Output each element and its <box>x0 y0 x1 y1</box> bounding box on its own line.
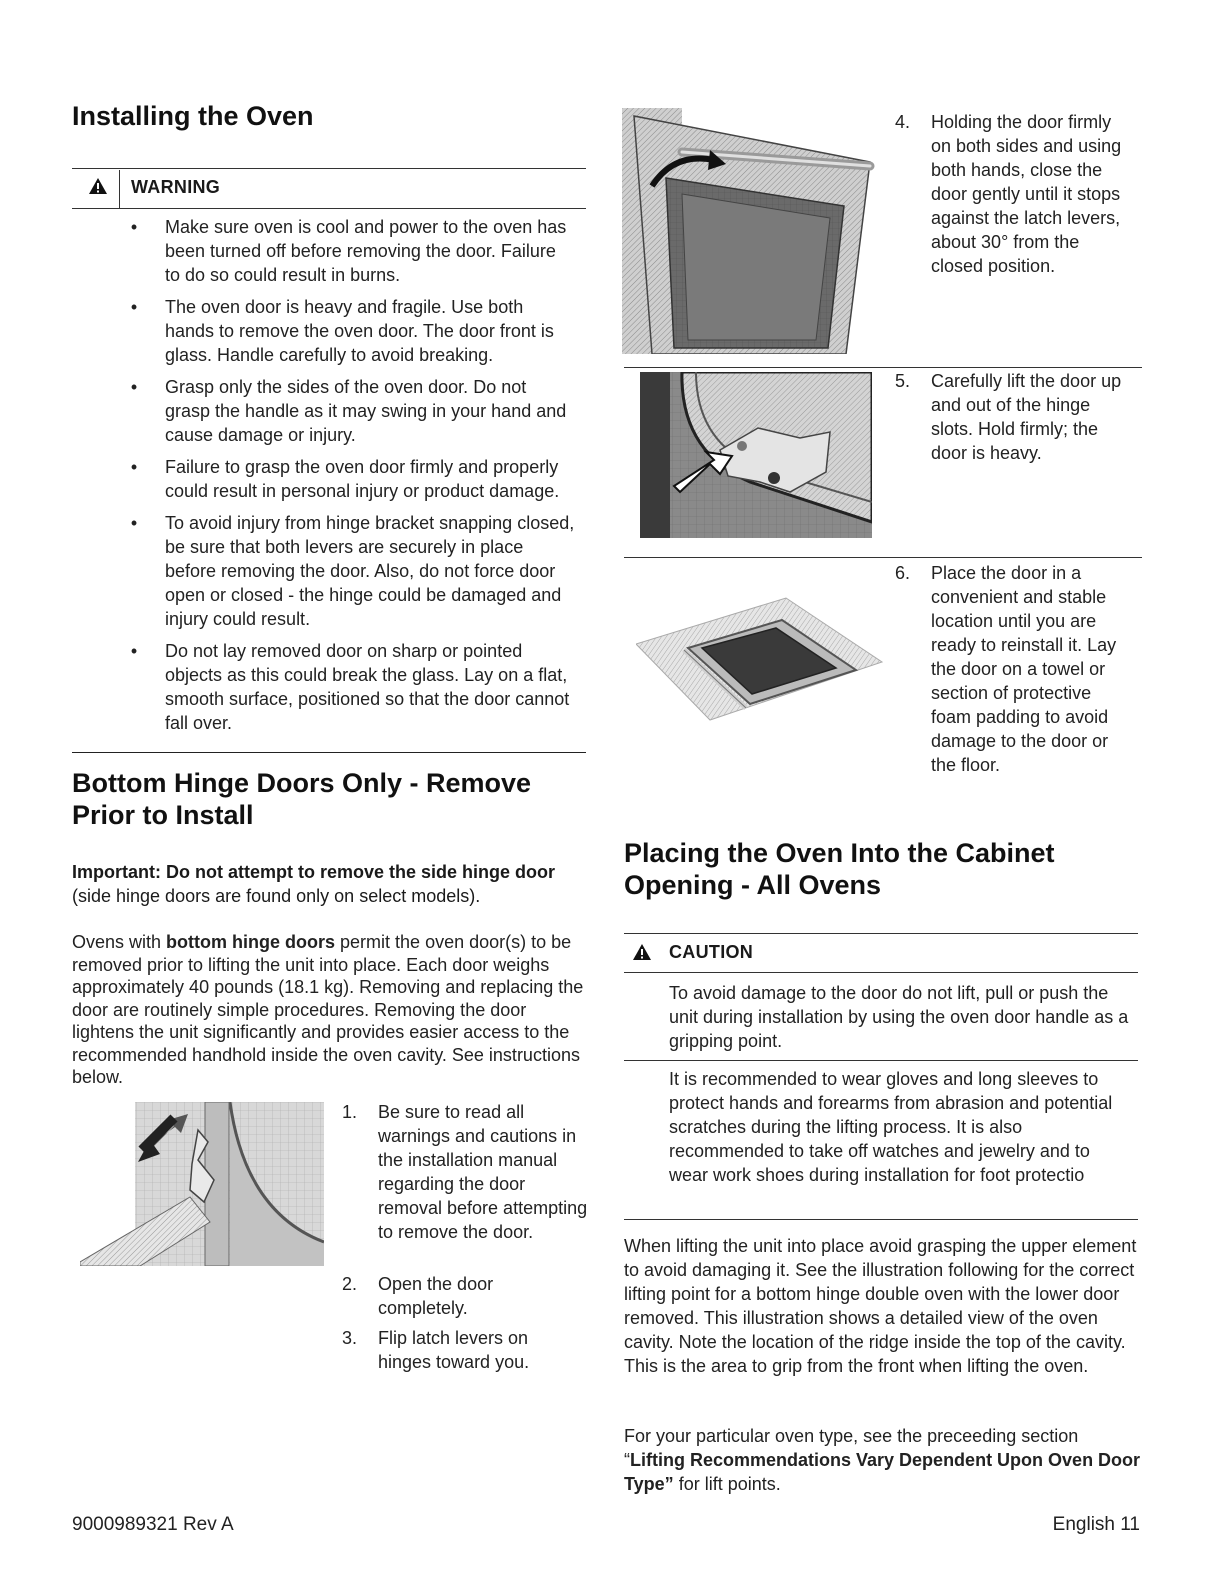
door-closing-illustration <box>622 108 876 354</box>
caution-triangle-icon <box>632 943 652 961</box>
warning-label-divider <box>119 170 120 208</box>
caution-label-rule <box>624 972 1138 973</box>
warning-bottom-rule <box>72 752 586 753</box>
warning-item: • The oven door is heavy and fragile. Use both hands to remove the oven door. The door front is glass. Handle carefully to avoid breaking. <box>130 297 554 365</box>
step-5-divider <box>624 557 1142 558</box>
page-number: English 11 <box>1052 1514 1140 1535</box>
warning-item: • Failure to grasp the oven door firmly and properly could result in personal injury or product damage. <box>130 457 560 501</box>
warning-list <box>130 215 575 743</box>
warning-label-rule <box>72 208 586 209</box>
caution-label: CAUTION <box>669 942 754 962</box>
warning-top-rule <box>72 168 586 169</box>
warning-item: • Make sure oven is cool and power to the oven has been turned off before removing the door. Failure to do so could result in burns. <box>130 217 567 285</box>
warning-label: WARNING <box>131 177 221 197</box>
hinge-latch-illustration <box>80 1102 324 1266</box>
warning-item: • To avoid injury from hinge bracket snapping closed, be sure that both levers are securely in place before removing the door. Also, do not force door open or closed - the hinge could be damaged and injury could result. <box>130 513 575 629</box>
section-title-bottom-hinge: Bottom Hinge Doors Only - Remove Prior to Install <box>72 768 532 830</box>
bottom-hinge-paragraph: Ovens with bottom hinge doors permit the oven door(s) to be removed prior to lifting the unit into place. Each door weighs approximately 40 pounds (18.1 kg). Removing and replacing the door are routinely simple procedures. Removing the door lightens the unit significantly and provides easier access to the recommended handhold inside the oven cavity. See instructions below. <box>72 932 584 1087</box>
caution-item-divider <box>624 1060 1138 1061</box>
caution-item: It is recommended to wear gloves and long sleeves to protect hands and forearms from abrasion and potential scratches during the lifting process. It is also recommended to take off watches and jewelry and to wear work shoes during installation for foot protectio <box>669 1069 1113 1185</box>
lifting-paragraph: When lifting the unit into place avoid grasping the upper element to avoid damaging it. See the illustration following for the correct lifting point for a bottom hinge double oven with the lower door removed. This illustration shows a detailed view of the oven cavity. Note the location of the ridge inside the top of the cavity. This is the area to grip from the front when lifting the oven. <box>624 1236 1137 1376</box>
step-4-divider <box>624 367 1142 368</box>
document-number: 9000989321 Rev A <box>72 1514 234 1535</box>
caution-item: To avoid damage to the door do not lift, pull or push the unit during installation by using the oven door handle as a gripping point. <box>669 983 1129 1051</box>
lift-points-paragraph: For your particular oven type, see the preceeding section “Lifting Recommendations Vary Dependent Upon Oven Door Type” for lift points. <box>624 1426 1141 1494</box>
caution-bottom-rule <box>624 1219 1138 1220</box>
page-title: Installing the Oven <box>72 101 314 131</box>
warning-item: • Grasp only the sides of the oven door. Do not grasp the handle as it may swing in your hand and cause damage or injury. <box>130 377 567 445</box>
warning-triangle-icon <box>88 177 108 195</box>
door-lift-illustration <box>640 372 872 538</box>
caution-top-rule <box>624 933 1138 934</box>
warning-item: • Do not lay removed door on sharp or pointed objects as this could break the glass. Lay on a flat, smooth surface, positioned so that the door cannot fall over. <box>130 641 570 733</box>
important-note-rest: (side hinge doors are found only on select models). <box>72 886 481 906</box>
door-on-towel-illustration <box>636 596 884 722</box>
important-note-bold: Important: Do not attempt to remove the side hinge door <box>72 862 556 882</box>
section-title-placing-oven: Placing the Oven Into the Cabinet Opening - All Ovens <box>624 838 1055 900</box>
important-note <box>72 860 572 908</box>
